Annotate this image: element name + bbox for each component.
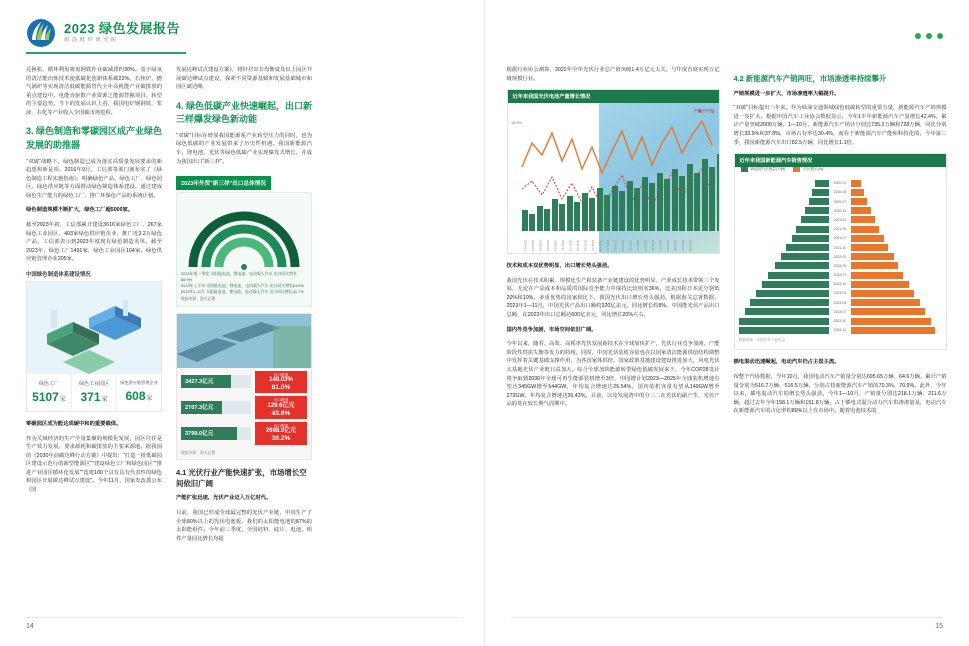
paragraph-lead: 零碳园区成为能达成碳中和的重要载体。 [26, 420, 122, 427]
paragraph: 作为关域经济的生产全量集聚的规模化发展，园区往往是生产效力发展、要求源耗和碳排放的主要来源地。据我国的《2030年前碳达峰行动方案》中提出："打造一批低碳园区建设示范行的新型能源区""建设绿色工厂和绿色园区""推进产业园区循环化发展""选建100个具有具有代表性的绿色和园区开展碳达峰试点建设"。今年11月，国家发改委公布《国 [26, 435, 162, 493]
legend-item: 2023年第一季度 太阳能电池、锂电池、电动载人汽车 出口同比增长66.9% [181, 271, 297, 282]
publisher-name: 新 浪 财 经 研 究 院 [64, 37, 117, 44]
left-column-1 [26, 66, 162, 549]
masthead-rule [26, 52, 186, 54]
pyramid-row [739, 198, 942, 206]
x-axis-labels [522, 240, 693, 251]
row-label: 2022-04 [833, 263, 847, 268]
figure-nev-sales [734, 153, 947, 350]
paragraph: 目前，我国已形成全球最完整的光伏产业链，中国生产了全球80%以上的光伏电池板，我们的太阳能电池的87%的太阳能组件。今年前三季度，全国硅料、硅片、电池、组件产量同比增长均超 [176, 509, 312, 542]
figure-source: 数据来源：海关总署 [181, 450, 216, 455]
row-label: 2022-10 [833, 282, 847, 287]
x-label: 2020-11 [561, 240, 565, 251]
peak-label: 66.9% [511, 121, 522, 126]
figure-pv-output [507, 89, 720, 254]
paragraph-lead: 插电混动迅速崛起，电动汽车仍占主盘主流。 [733, 359, 840, 366]
kpi-unit: 家 [146, 395, 153, 402]
paragraph-lead: 产销规模进一步扩大，市场渗透率大幅提升。 [733, 90, 840, 97]
figure-source: 数据来源：海关总署 [181, 296, 216, 301]
kpi-value [29, 390, 69, 404]
paragraph: 截至2023年初，工信部累计建设3616家绿色工厂、267家绿色工业园区、403家绿色供应链企业，推广近3.2万绿色产品。工信部表示到2023年度现有绿色制造名单。截至2023年，绿色工厂1491家，绿色工业园区104家。绿色供应链管理企业205家。 [26, 222, 162, 263]
x-label: 2021-01 [568, 240, 573, 252]
section-heading-3: 3. 绿色制造和零碳园区成产业绿色发展的助推器 [26, 126, 163, 150]
x-label: 2022-11 [651, 240, 655, 251]
figure-legend [181, 271, 307, 294]
left-column-2 [176, 66, 312, 549]
kpi-unit: 家 [101, 396, 108, 403]
pyramid-row [739, 280, 942, 288]
paragraph: 发展达峰试点建设方案》，将针对出非均衡度及以上园区开展碳达峰试点建设，探索不同资源基赋和发展基础城市和园区碳达峰。 [176, 67, 312, 91]
legend-right [793, 167, 823, 172]
x-label: 2020-05 [538, 240, 543, 252]
paragraph: 今年以来，随着、高效、高耗率光伏发展新技术在全球加快扩产，光伏行业竞争加剧，产能阶段性供需失衡等发力的特现。同时，中国光伏装机容量也在以国家清洁能源供给结构调整中发挥着关键基础支撑作用，为各国家体供给。国家政策基地建设建设推进加大，风电光伏大基地光伏产业链日益加大。综合全球加快能源转型绿色低碳发展来下，今年COP28签计将争取到2030年全球可再生能源装机增至3倍，中国增计划2023—2025年全球装机增速有望达345GW增至544GW，年均复合增速达25.54%，国内装机容量有望从149GW增至273GW，年均复合增速达36.43%，目前，以及发展清中的分三二在光伏的副产生，光伏产品的优在较长期气周期中。 [506, 341, 720, 408]
row-label: 2021-04 [833, 227, 847, 232]
export-value-row [181, 371, 307, 394]
kpi-item [117, 374, 161, 411]
figure-legend [735, 167, 946, 175]
kpi-number: 371 [80, 389, 101, 404]
row-label: 2022-07 [833, 273, 847, 278]
x-label: 2022-03 [621, 240, 625, 252]
pyramid-row [739, 299, 942, 307]
footer-rule [26, 617, 458, 618]
kpi-unit: 家 [59, 396, 66, 403]
x-label: 2020-01 [523, 240, 528, 252]
right-columns [507, 66, 947, 422]
paragraph: "双碳"目标提出三年来，作为绿油交通领域绿色低碳转型的重要力量，新能源汽车产销规模进一步扩大。根据中国汽车工业协会数据显示，今年1半年新能源汽车产量增长42.4%，累计产量突破2000万辆。1—10月，新能源汽车产销计分别达735.2万辆和728万辆，同比分别增长33.9%和37.8%，市场占有率达30.4%，而在于新能源汽车产能和科技化的，今年第三季，我国新能源汽车出口82.5万辆，同比增长1.1倍。 [733, 105, 947, 146]
butterfly-bar-pyramid-icon [735, 175, 946, 349]
x-label: 2023-01 [658, 240, 663, 252]
pyramid-row [739, 234, 942, 242]
export-value: 3799.0亿元 [185, 431, 214, 438]
export-growth-tag [255, 371, 307, 394]
tag-delta: 81.0% [271, 383, 291, 391]
figure-export-overview [176, 172, 312, 460]
x-label: 2023-07 [681, 240, 685, 252]
paragraph-lead: 国内外竞争加剧，市场空间依旧广阔。 [506, 326, 597, 333]
tag-value: 146.03% [269, 376, 293, 383]
pyramid-row [739, 326, 942, 334]
export-growth-tag [255, 422, 307, 445]
pyramid-row [739, 308, 942, 316]
x-label: 2021-03 [576, 240, 580, 252]
row-label: 2023-01 [833, 291, 847, 296]
pyramid-row [739, 207, 942, 215]
figure-kpis [27, 374, 161, 411]
legend-left [741, 167, 786, 172]
paragraph: 我国光伏在技术积累、规模化生产和装备产业链建设的优势明显。产业成长技术带领三个发展，无论在产品成本和品质的国际竞争能力中保持比较则名36%，比美国和日本更分别低20%和10%。多重优势的国家相比下，我国光伏出口增长势头强劲。根据海关总署数据，2023年1—11月，中国光伏产品出口额约320亿美元，同比增长约8%。中国能光伏产品出口总额，在2023年出口总额达600亿美元，同比增长20%左右。 [506, 277, 720, 319]
pyramid-row [739, 188, 942, 196]
pyramid-row [739, 262, 942, 270]
tag-delta: 30.2% [271, 435, 291, 443]
x-label: 2021-05 [583, 240, 588, 252]
export-growth-tag [255, 396, 307, 419]
figure-title: 中国绿色制造体系建设情况 [26, 271, 91, 278]
page-number-left: 14 [26, 623, 34, 630]
x-label: 2021-07 [591, 240, 595, 252]
legend-item: 2023年1-11月 太阳能电池、锂电池、电动载人汽车 出口同比增长41.7% [181, 288, 304, 294]
tag-value: 129.6亿元 [267, 402, 295, 409]
paragraph-lead: 技术和成本双优势明显，出口增长势头强劲。 [506, 263, 613, 270]
row-label: 2020-07 [833, 199, 847, 204]
tag-value: 2698.9亿元 [265, 428, 297, 435]
x-label: 2023-09 [688, 240, 693, 252]
pyramid-row [739, 317, 942, 325]
x-label: 2020-03 [531, 240, 535, 252]
masthead [26, 18, 180, 48]
leaf-fan-logo-icon [26, 18, 56, 48]
three-dots-icon [915, 33, 943, 39]
tag-delta: 43.6% [271, 409, 291, 417]
paragraph: 根据行业协会测算，2022年全年光伏行业总产值突破1.4万亿元大关，与年度首度实现万亿级规模行业。 [506, 67, 720, 82]
figure-title: 2023年外贸"新三样"出口总体情况 [176, 176, 271, 190]
figure-source: 数据来源：中国汽车工业协会 [738, 338, 786, 343]
left-columns [26, 66, 458, 549]
x-label: 2022-09 [643, 240, 648, 252]
right-column-2 [734, 66, 947, 422]
section-heading-4: 4. 绿色低碳产业快速崛起，出口新三样爆发绿色新动能 [176, 100, 313, 124]
x-label: 2020-09 [553, 240, 558, 252]
kpi-label: 绿色工厂 [38, 380, 59, 387]
figure-title: 近年来我国光伏电池产量增长情况 [508, 90, 719, 103]
x-label: 2021-09 [598, 240, 603, 252]
row-label: 2021-10 [833, 245, 847, 250]
solar-panel-photo [177, 314, 311, 368]
paragraph-lead: 产能扩张迅速，光伏产业迈入万亿时代。 [176, 495, 272, 502]
pyramid-row [739, 271, 942, 279]
x-label: 2023-05 [673, 240, 678, 252]
row-label: 2023-10 [833, 319, 847, 324]
footer-rule [511, 617, 943, 618]
paragraph: 按整个汽协数据，今年10月，我国电动汽车产销量分别达695.65万辆、64.6万辆，累计产销量分别为516.7万辆、516.5万辆，分别占技新能源汽车产销的70.3%、70.9%。此外，今年以来，插电混动汽车的增长势头强劲，今年1—10月，产销量分别达218.1万辆、211.6万辆，超过去年全年158.1万辆和151.8万辆，占于插电式混合动力汽车供渗渗量及，电动汽车在新能源汽车的占比率约80%以上在市场中。随着电池技术的 [733, 373, 947, 415]
pyramid-row [739, 225, 942, 233]
section-heading-4-2: 4.2 新能源汽车产销两旺，市场渗透率持续攀升 [733, 74, 887, 83]
x-label: 2020-07 [546, 240, 550, 252]
row-label: 2020-10 [833, 208, 847, 213]
tag-label: 出口增速 [273, 398, 289, 403]
figure-green-manufacturing [26, 270, 162, 412]
figure-title: 近年来我国新能源汽车销售情况 [735, 154, 946, 167]
kpi-number: 608 [125, 388, 146, 403]
export-value: 2707.3亿元 [185, 405, 214, 412]
pyramid-row [739, 253, 942, 261]
legend-right-label: 同比增长(%) [803, 167, 824, 172]
row-label: 2020-04 [833, 190, 847, 195]
series-label: 产量(万千瓦) [694, 109, 715, 114]
x-label: 2023-03 [666, 240, 670, 252]
legend-item: 2023年上半年 太阳能电池、锂电池、电动载人汽车 出口同比增长61.6% [181, 282, 305, 288]
x-label: 2021-11 [606, 240, 610, 251]
combo-line-bar-chart-icon [508, 103, 719, 253]
row-label: 2020-01 [833, 181, 847, 186]
paragraph: "双碳"战略下，绿色制造已成为落实高质量发展要求的新趋势和新是项。2016年9月，工信部等部门颁布实了《绿色制造工程实施指南》，明确绿色产品、绿色工厂、绿色园区、绿色供应链等方面推动绿色制造体系建设。通过建成绿色生产能力的绿色工厂，推广环保色产品的系统计划。 [26, 158, 162, 199]
kpi-number: 5107 [32, 389, 59, 404]
arc-rainbow-chart-icon [181, 197, 307, 271]
tag-label: 出口增速 [273, 372, 289, 377]
paragraph-lead: 绿色制造规模不断扩大，绿色工厂超5000家。 [26, 207, 134, 214]
export-value-row [181, 396, 307, 419]
right-page [485, 0, 969, 646]
section-heading-4-1: 4.1 光伏行业产能快速扩张，市场增长空间依旧广阔 [176, 467, 307, 488]
kpi-value [119, 389, 159, 403]
kpi-value [74, 390, 114, 404]
pyramid-row [739, 244, 942, 252]
row-label: 2021-01 [833, 217, 847, 222]
row-label: 2022-01 [833, 254, 847, 259]
x-label: 2022-05 [628, 240, 633, 252]
kpi-label: 绿色供应链管理企业 [120, 379, 158, 385]
row-label: 2023-12 [833, 328, 847, 333]
right-column-1 [507, 66, 720, 422]
pyramid-row [739, 289, 942, 297]
bar-series [522, 135, 719, 231]
x-label: 2022-01 [613, 240, 618, 252]
pyramid-row [739, 179, 942, 187]
tag-label: 出口增速 [273, 424, 289, 429]
legend-left-label: 新能源汽车销量(万辆) [750, 167, 786, 172]
export-value: 3427.3亿元 [185, 379, 214, 386]
pyramid-row [739, 216, 942, 224]
page-number-right: 15 [935, 623, 943, 630]
kpi-label: 绿色工业园区 [78, 380, 109, 387]
x-label: 2022-07 [636, 240, 640, 252]
row-label: 2023-07 [833, 309, 847, 314]
export-value-row [181, 422, 307, 445]
paragraph: 兑换机、循环利用将废钢铁作业碳减排约30%。基于绿氢的清洁能冶炼技术使低碳化创新体系碳23%。石焦炉、燃气锅炉等实现清洁低碳能源替代全年高耗能产业碳排放的重点建设中。电能直驱数产业资源之能源替换项目、转型的主要趋势。当下的发展认识上看，我国电炉钢钢铁、浆液、石化等产业收入全国碳市场进程。 [26, 67, 162, 116]
row-label: 2021-07 [833, 236, 847, 241]
row-label: 2023-04 [833, 300, 847, 305]
report-title: 2023 绿色发展报告 [64, 21, 181, 37]
isometric-factory-icon [27, 282, 161, 374]
kpi-item [72, 374, 117, 411]
paragraph: "双碳"目标在增加我国能源系产业转型压力的同时，也为绿色低碳的产业发展带来了历史性机遇。我国新能源汽车、锂电池、光伏等绿色低碳产业实现爆发式增长，并成为我国出口"新三样"。 [176, 132, 312, 165]
figure-export-values [176, 313, 312, 460]
kpi-item [27, 374, 72, 411]
